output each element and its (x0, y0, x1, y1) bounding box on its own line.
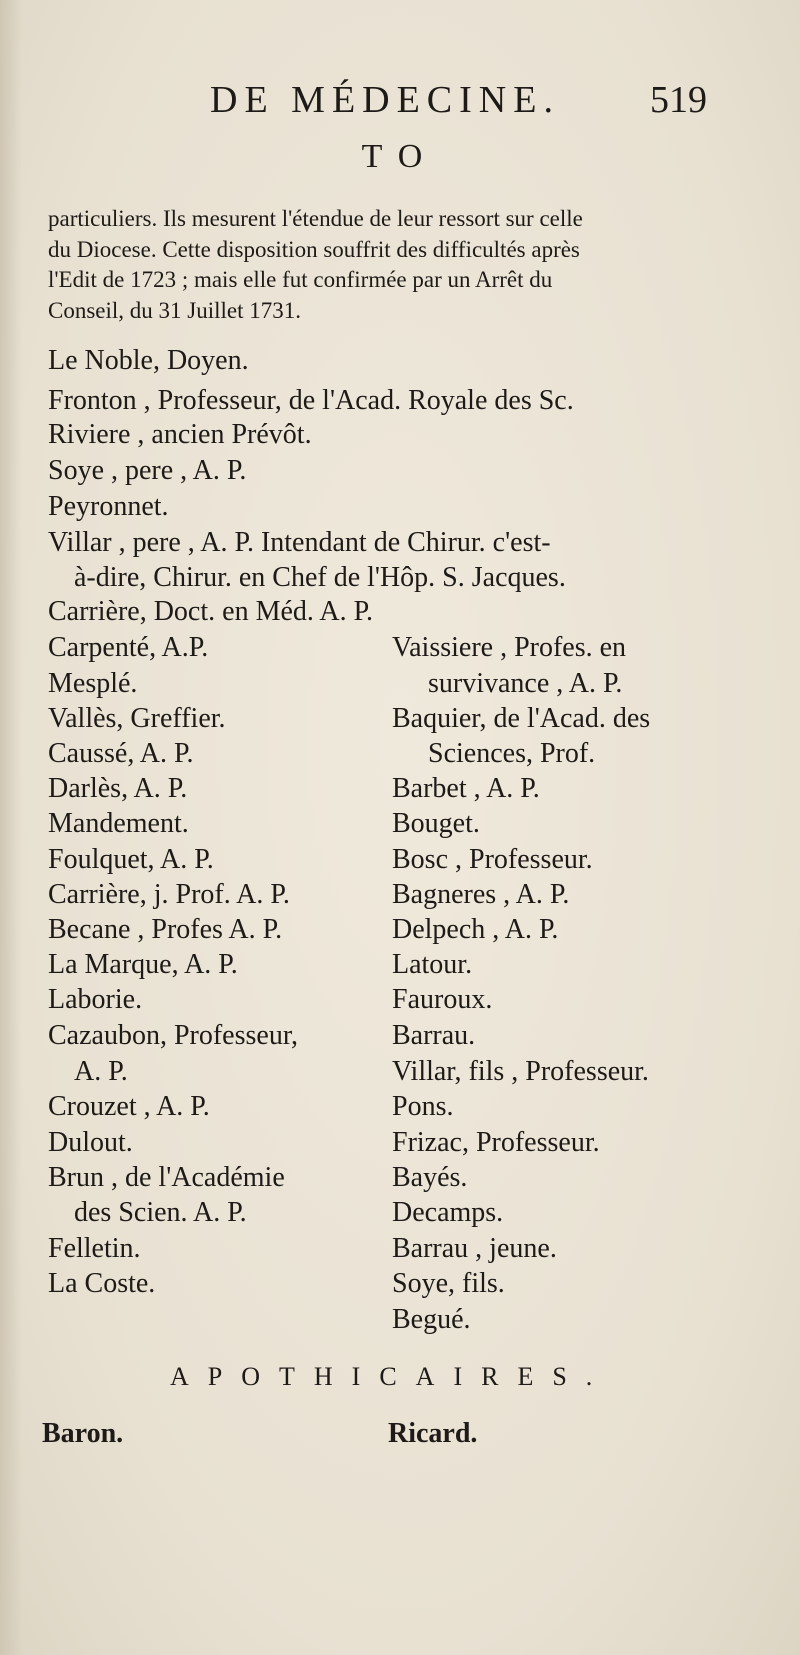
left-column-entry: Mesplé. (48, 668, 138, 699)
left-column-entry: Foulquet, A. P. (48, 844, 214, 875)
member-entry: Riviere , ancien Prévôt. (48, 419, 312, 450)
left-column-entry: La Marque, A. P. (48, 949, 238, 980)
left-column-entry: Darlès, A. P. (48, 773, 188, 804)
right-column-entry: Barbet , A. P. (392, 773, 540, 804)
right-column-entry-continuation: Sciences, Prof. (428, 738, 596, 769)
apothecary-entry-right: Ricard. (388, 1418, 478, 1449)
right-column-entry: Bayés. (392, 1162, 468, 1193)
right-column-entry: Barrau , jeune. (392, 1233, 557, 1264)
left-column-entry: Becane , Profes A. P. (48, 914, 283, 945)
right-column-entry: Fauroux. (392, 984, 493, 1015)
right-column-entry-continuation: survivance , A. P. (428, 668, 623, 699)
page-number: 519 (650, 79, 707, 121)
left-column-entry: Vallès, Greffier. (48, 703, 226, 734)
left-column-entry: Cazaubon, Professeur, (48, 1020, 299, 1051)
paragraph-line: particuliers. Ils mesurent l'étendue de leur ressort sur celle (48, 206, 583, 231)
left-column-entry: Caussé, A. P. (48, 738, 194, 769)
member-entry-continuation: à-dire, Chirur. en Chef de l'Hôp. S. Jacques. (74, 562, 566, 593)
member-entry: Peyronnet. (48, 491, 169, 522)
right-column-entry: Latour. (392, 949, 473, 980)
right-column-entry: Bagneres , A. P. (392, 879, 570, 910)
member-entry: Villar , pere , A. P. Intendant de Chirur. c'est- (48, 527, 551, 558)
right-column-entry: Vaissiere , Profes. en (392, 632, 627, 663)
paragraph-line: Conseil, du 31 Juillet 1731. (48, 297, 301, 323)
section-subheading: APOTHICAIRES. (170, 1362, 612, 1391)
left-column-entry-continuation: A. P. (74, 1056, 128, 1087)
left-column-entry: Carrière, j. Prof. A. P. (48, 879, 290, 910)
right-column-entry: Begué. (392, 1304, 471, 1335)
right-column-entry: Villar, fils , Professeur. (392, 1056, 649, 1087)
member-entry: Fronton , Professeur, de l'Acad. Royale des Sc. (48, 385, 574, 416)
left-column-entry: La Coste. (48, 1268, 156, 1299)
left-column-entry: Crouzet , A. P. (48, 1091, 210, 1122)
left-column-entry: Laborie. (48, 984, 143, 1015)
right-column-entry: Bouget. (392, 808, 480, 839)
member-entry: Le Noble, Doyen. (48, 345, 249, 376)
left-column-entry: Carpenté, A.P. (48, 632, 209, 663)
right-column-entry: Decamps. (392, 1197, 504, 1228)
apothecary-entry-left: Baron. (42, 1418, 124, 1449)
left-column-entry: Brun , de l'Académie (48, 1162, 285, 1193)
left-column-entry: Felletin. (48, 1233, 141, 1264)
intro-paragraph (48, 204, 718, 326)
running-head: DE MÉDECINE. (210, 79, 560, 121)
member-entry: Soye , pere , A. P. (48, 455, 247, 486)
spine-shadow (0, 0, 22, 1655)
left-column-entry: Dulout. (48, 1127, 133, 1158)
right-column-entry: Soye, fils. (392, 1268, 505, 1299)
paragraph-line: l'Edit de 1723 ; mais elle fut confirmée par un Arrêt du (48, 267, 553, 292)
right-column-entry: Bosc , Professeur. (392, 844, 593, 875)
right-column-entry: Barrau. (392, 1020, 476, 1051)
section-letters: TO (361, 138, 439, 175)
paragraph-line: du Diocese. Cette disposition souffrit des difficultés après (48, 236, 580, 262)
left-column-entry: Mandement. (48, 808, 189, 839)
right-column-entry: Delpech , A. P. (392, 914, 559, 945)
right-column-entry: Baquier, de l'Acad. des (392, 703, 651, 734)
right-column-entry: Frizac, Professeur. (392, 1127, 600, 1158)
left-column-entry-continuation: des Scien. A. P. (74, 1197, 247, 1228)
member-entry: Carrière, Doct. en Méd. A. P. (48, 596, 374, 627)
right-column-entry: Pons. (392, 1091, 454, 1122)
